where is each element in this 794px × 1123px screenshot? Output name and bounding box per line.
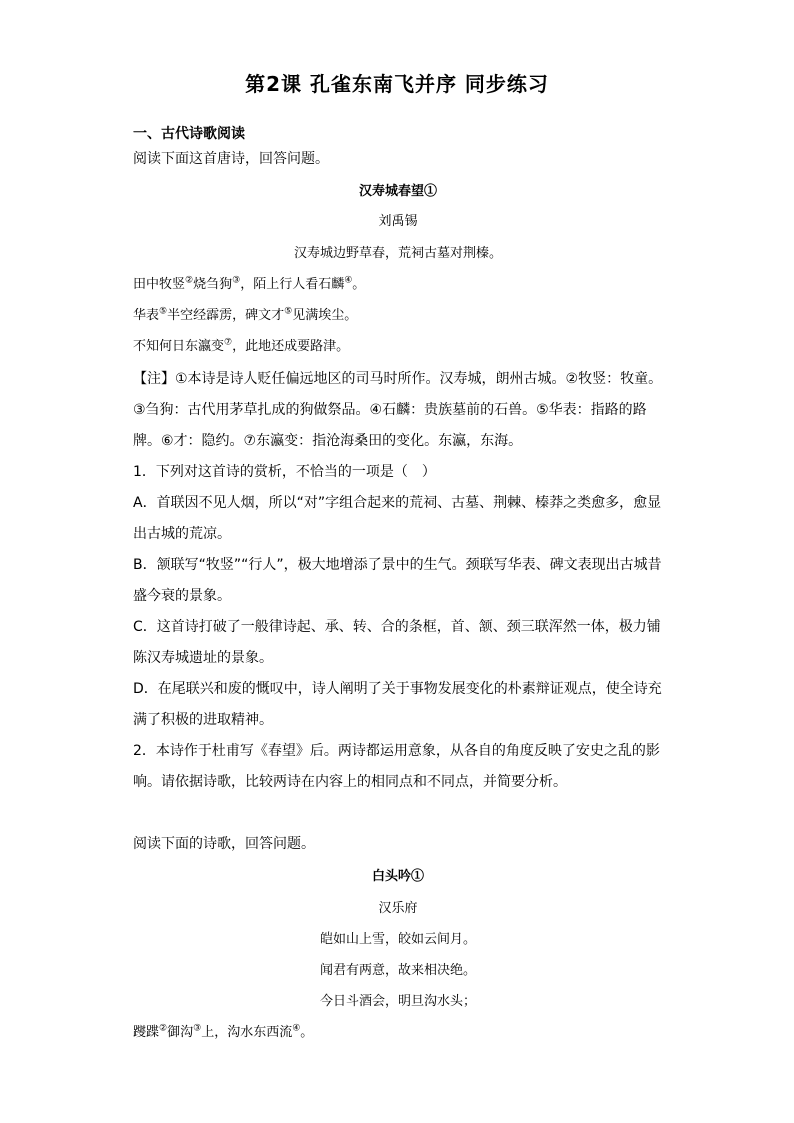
section-heading: 一、古代诗歌阅读 bbox=[133, 126, 245, 142]
reading-instruction: 阅读下面这首唐诗，回答问题。 bbox=[133, 151, 329, 167]
option-a-cont: 出古城的荒凉。 bbox=[133, 526, 231, 542]
annotation-line: 牌。⑥才：隐约。⑦东瀛变：指沧海桑田的变化。东瀛，东海。 bbox=[133, 433, 523, 449]
poem-line: 皑如山上雪，皎如云间月。 bbox=[319, 932, 476, 947]
option-b-cont: 盛今衰的景象。 bbox=[133, 588, 231, 604]
annotation-line: 【注】①本诗是诗人贬任偏远地区的司马时所作。汉寿城，朗州古城。②牧竖：牧童。 bbox=[133, 371, 663, 387]
reading-instruction: 阅读下面的诗歌，回答问题。 bbox=[133, 836, 315, 852]
option-d-cont: 满了积极的进取精神。 bbox=[133, 712, 273, 728]
question-1: 1．下列对这首诗的赏析，不恰当的一项是（ ） bbox=[133, 464, 436, 480]
poem-line: 不知何日东瀛变⑦，此地还成要路津。 bbox=[133, 337, 350, 354]
poem-title: 白头吟① bbox=[371, 869, 424, 884]
poem-line: 华表⑤半空经霹雳，碑文才⑤见满埃尘。 bbox=[133, 306, 358, 323]
option-b: B．颔联写“牧竖”“行人”，极大地增添了景中的生气。颈联写华表、碑文表现出古城昔 bbox=[133, 557, 662, 573]
option-c: C．这首诗打破了一般律诗起、承、转、合的条框，首、颔、颈三联浑然一体，极力铺 bbox=[133, 619, 661, 635]
poem-line: 汉寿城边野草春，荒祠古墓对荆榛。 bbox=[293, 246, 502, 261]
option-c-cont: 陈汉寿城遗址的景象。 bbox=[133, 650, 273, 666]
poem-author: 汉乐府 bbox=[378, 901, 418, 916]
poem-title: 汉寿城春望① bbox=[358, 184, 437, 199]
poem-line: 田中牧竖②烧刍狗③，陌上行人看石麟④。 bbox=[133, 275, 366, 292]
page-title: 第2课 孔雀东南飞并序 同步练习 bbox=[245, 72, 549, 96]
option-d: D．在尾联兴和废的慨叹中，诗人阐明了关于事物发展变化的朴素辩证观点，使全诗充 bbox=[133, 681, 662, 697]
poem-author: 刘禹锡 bbox=[378, 214, 418, 229]
question-2: 2．本诗作于杜甫写《春望》后。两诗都运用意象，从各自的角度反映了安史之乱的影 bbox=[133, 743, 660, 759]
annotation-line: ③刍狗：古代用茅草扎成的狗做祭品。④石麟：贵族墓前的石兽。⑤华表：指路的路 bbox=[133, 402, 647, 418]
poem-line: 躞蹀②御沟③上，沟水东西流④。 bbox=[133, 1023, 314, 1040]
question-2-cont: 响。请依据诗歌，比较两诗在内容上的相同点和不同点，并简要分析。 bbox=[133, 774, 567, 790]
option-a: A．首联因不见人烟，所以“对”字组合起来的荒祠、古墓、荆棘、榛莽之类愈多，愈显 bbox=[133, 495, 662, 511]
poem-line: 闻君有两意，故来相决绝。 bbox=[319, 963, 476, 978]
poem-line: 今日斗酒会，明旦沟水头； bbox=[319, 994, 476, 1009]
